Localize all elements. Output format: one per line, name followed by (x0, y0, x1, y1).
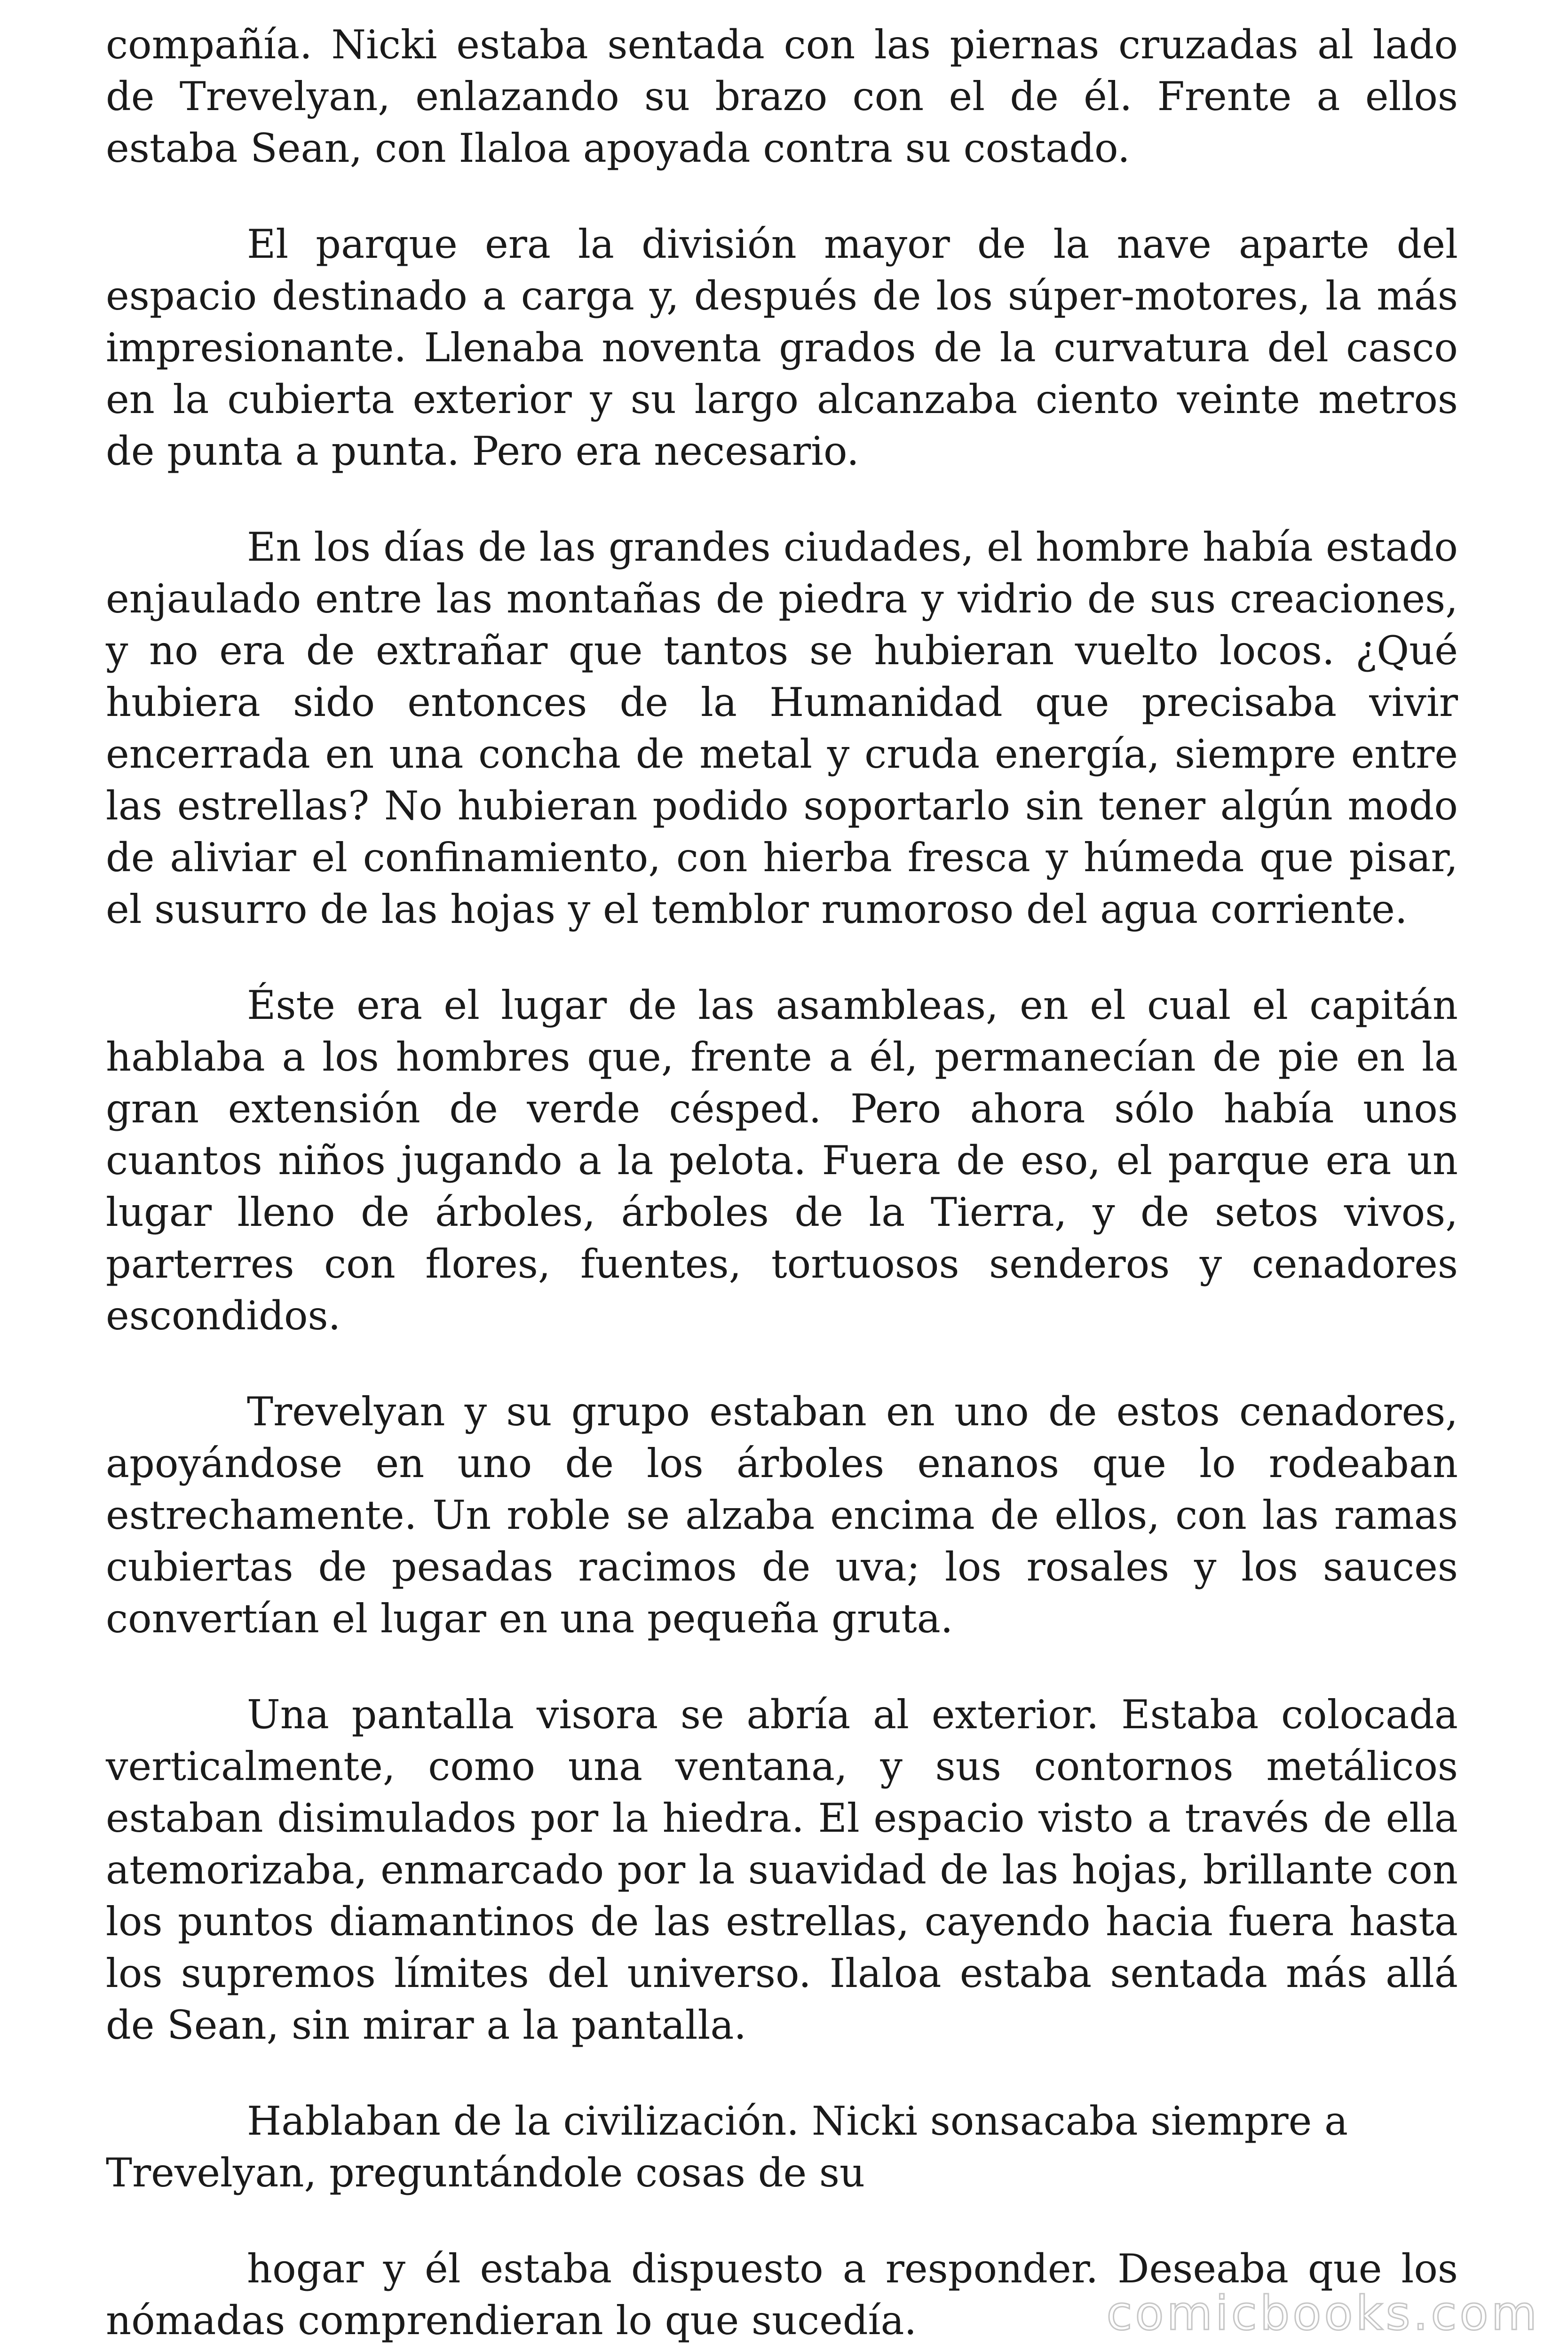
paragraph-1: compañía. Nicki estaba sentada con las piernas cruzadas al lado de Trevelyan, enlazando su brazo con el de él. Frente a ellos estaba Sean, con Ilaloa apoyada contra su costado. (106, 22, 1458, 171)
paragraph-6: Una pantalla visora se abría al exterior. Estaba colocada verticalmente, como una ventana, y sus contornos metálicos estaban disimulados por la hiedra. El espacio visto a través de ella atemorizaba, enmarcado por la suavidad de las hojas, brillante con los puntos diamantinos de las estrellas, cayendo hacia fuera hasta los supremos límites del universo. Ilaloa estaba sentada más allá de Sean, sin mirar a la pantalla. (106, 1692, 1458, 2048)
watermark-logo: comicbooks.com (1106, 2286, 1540, 2341)
paragraph-4: Éste era el lugar de las asambleas, en el cual el capitán hablaba a los hombres que, frente a él, permanecían de pie en la gran extensión de verde césped. Pero ahora sólo había unos cuantos niños jugando a la pelota. Fuera de eso, el parque era un lugar lleno de árboles, árboles de la Tierra, y de setos vivos, parterres con flores, fuentes, tortuosos senderos y cenadores escondidos. (106, 982, 1458, 1339)
paragraph-5: Trevelyan y su grupo estaban en uno de estos cenadores, apoyándose en uno de los árboles enanos que lo rodeaban estrechamente. Un roble se alzaba encima de ellos, con las ramas cubiertas de pesadas racimos de uva; los rosales y los sauces convertían el lugar en una pequeña gruta. (106, 1389, 1458, 1642)
paragraph-8: hogar y él estaba dispuesto a responder. Deseaba que los nómadas comprendieran lo que sucedía. (106, 2246, 1458, 2344)
paragraph-2: El parque era la división mayor de la nave aparte del espacio destinado a carga y, después de los súper-motores, la más impresionante. Llenaba noventa grados de la curvatura del casco en la cubierta exterior y su largo alcanzaba ciento veinte metros de punta a punta. Pero era necesario. (106, 221, 1458, 474)
paragraph-3: En los días de las grandes ciudades, el hombre había estado enjaulado entre las montañas de piedra y vidrio de sus creaciones, y no era de extrañar que tantos se hubieran vuelto locos. ¿Qué hubiera sido entonces de la Humanidad que precisaba vivir encerrada en una concha de metal y cruda energía, siempre entre las estrellas? No hubieran podido soportarlo sin tener algún modo de aliviar el confinamiento, con hierba fresca y húmeda que pisar, el susurro de las hojas y el temblor rumoroso del agua corriente. (106, 524, 1458, 932)
document-page (106, 19, 1458, 2352)
paragraph-7: Hablaban de la civilización. Nicki sonsacaba siempre a Trevelyan, preguntándole cosas de su (106, 2098, 1348, 2196)
